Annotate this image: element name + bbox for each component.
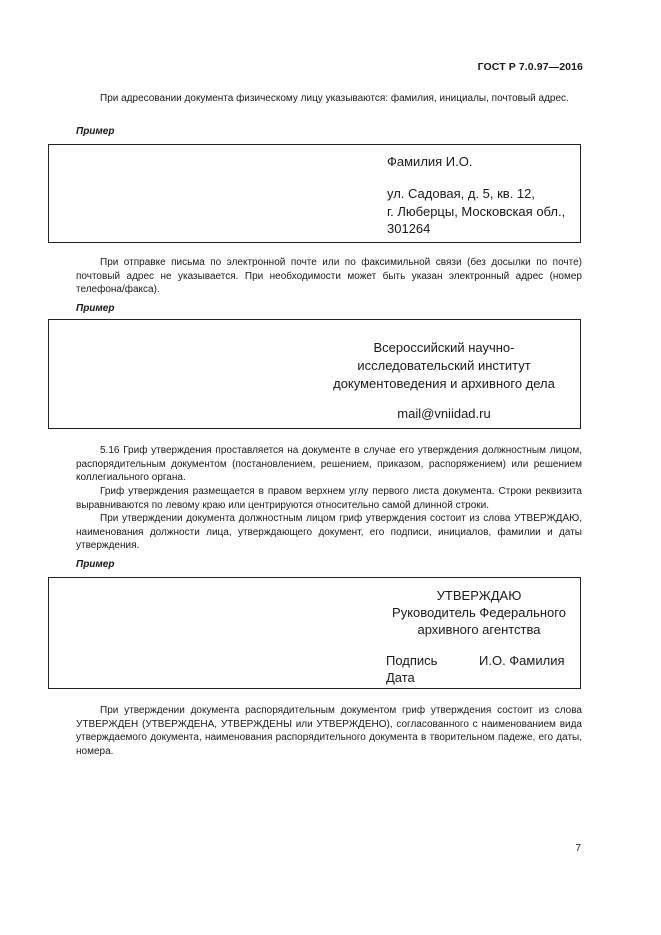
recipient-zip: 301264 [387, 221, 431, 236]
org-name-line-2: исследовательский институт [357, 358, 531, 373]
paragraph-approval-placement [76, 485, 582, 512]
paragraph-approval-by-order [76, 704, 582, 758]
approver-position-line-1: Руководитель Федерального [392, 605, 566, 620]
org-name-line-1: Всероссийский научно- [373, 340, 515, 355]
org-name-line-3: документоведения и архивного дела [333, 376, 555, 391]
example-box-organization [48, 319, 581, 429]
recipient-city: г. Люберцы, Московская обл., [387, 204, 566, 219]
example-box-approval-stamp [48, 577, 581, 689]
paragraph-email-fax [76, 256, 582, 297]
paragraph-text: 5.16 Гриф утверждения проставляется на документе в случае его утверждения должностным лицом, распорядительным документом (постановлением, решением, приказом, распоряжением) или решением коллегиального органа. [76, 445, 582, 484]
example-label-3: Пример [76, 559, 115, 570]
example-box-person-address [48, 144, 581, 243]
approval-word: УТВЕРЖДАЮ [436, 588, 522, 603]
standard-header: ГОСТ Р 7.0.97—2016 [477, 61, 583, 73]
date-label: Дата [386, 670, 415, 685]
example-label-1: Пример [76, 126, 115, 137]
paragraph-text: Гриф утверждения размещается в правом верхнем углу первого листа документа. Строки реквизита выравниваются по левому краю или центрируются относительно самой длинной строки. [76, 486, 582, 511]
org-email: mail@vniidad.ru [397, 406, 491, 421]
example-label-2: Пример [76, 303, 115, 314]
approver-position-line-2: архивного агентства [417, 622, 541, 637]
recipient-name: Фамилия И.О. [387, 154, 473, 169]
paragraph-text: При отправке письма по электронной почте или по факсимильной связи (без досылки по почте) почтовый адрес не указывается. При необходимости может быть указан электронный адрес (номер телефона/факса). [76, 257, 582, 296]
paragraph-addressing-person [76, 92, 582, 106]
signature-label: Подпись [386, 653, 438, 668]
paragraph-text: При утверждении документа распорядительным документом гриф утверждения состоит из слова УТВЕРЖДЕН (УТВЕРЖДЕНА, УТВЕРЖДЕНЫ или УТВЕРЖДЕНО), согласованного с наименованием вида утверждаемого документа, наименования распорядительного документа в творительном падеже, его даты, номера. [76, 705, 582, 757]
paragraph-text: При утверждении документа должностным лицом гриф утверждения состоит из слова УТВЕРЖДАЮ, наименования должности лица, утверждающего документ, его подписи, инициалов, фамилии и даты утверждения. [76, 513, 582, 552]
page-number: 7 [575, 843, 581, 854]
paragraph-5-16 [76, 444, 582, 485]
paragraph-approval-official [76, 512, 582, 553]
paragraph-text: При адресовании документа физическому лицу указываются: фамилия, инициалы, почтовый адрес. [100, 93, 569, 104]
recipient-street: ул. Садовая, д. 5, кв. 12, [387, 186, 536, 201]
signer-name: И.О. Фамилия [479, 653, 565, 668]
